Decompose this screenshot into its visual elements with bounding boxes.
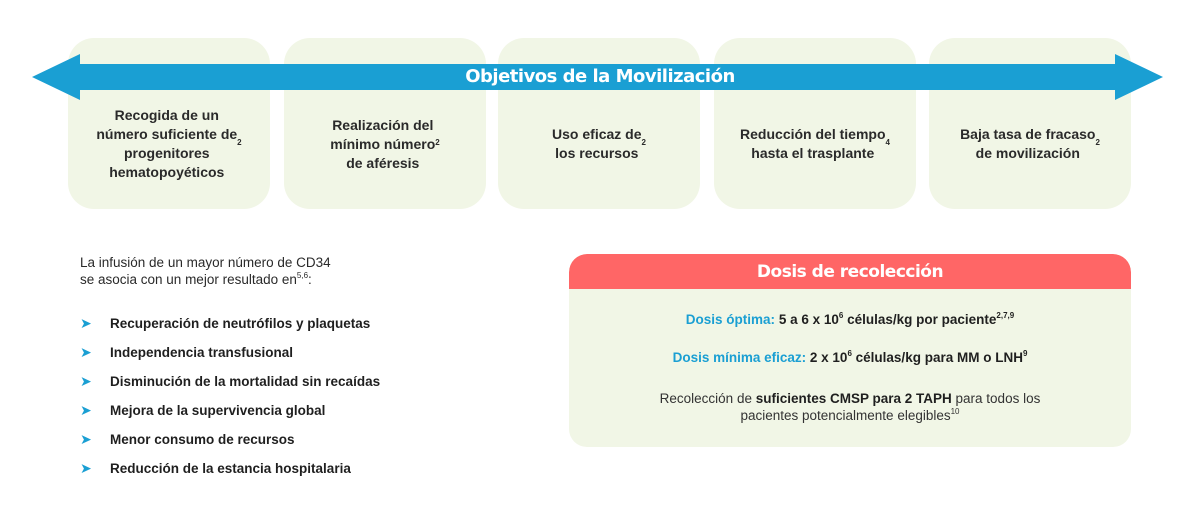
list-item: ➤ Independencia transfusional (80, 344, 294, 361)
collection-text: Recolección de suficientes CMSP para 2 TAPH para todos los pacientes potencialmente elegibles$^{10}$ (659, 391, 1041, 423)
optimal-dose-ref: 2,7,9 (996, 310, 1015, 320)
chevron-right-icon: ➤ (80, 431, 92, 448)
intro-line-2: se asocia con un mejor resultado en$^{5,6}$: (80, 270, 312, 287)
intro-ref: 5,6 (296, 270, 309, 280)
objective-card-2: Realización del mínimo número de aféresis $^2$ (284, 38, 486, 209)
list-item: ➤ Disminución de la mortalidad sin recaídas (80, 373, 381, 390)
objective-card-4: Reducción del tiempo hasta el trasplante $^4$ (714, 38, 916, 209)
minimum-dose-line (569, 350, 1131, 365)
dose-box-title: Dosis de recolección (569, 254, 1131, 289)
minimum-dose-label: Dosis mínima eficaz: (672, 350, 807, 365)
optimal-dose-line (569, 312, 1131, 327)
list-item: ➤ Reducción de la estancia hospitalaria (80, 460, 351, 477)
benefits-list (80, 309, 380, 483)
objective-text-3: Uso eficaz de los recursos (552, 126, 642, 161)
minimum-dose-value: 2 x $10^6$ células/kg para MM o LNH$^9$ (809, 348, 1028, 365)
objective-text-4: Reducción del tiempo hasta el trasplante (740, 126, 886, 161)
objective-text-1: Recogida de un número suficiente de progenitores hematopoyéticos (96, 107, 238, 180)
list-item: ➤ Menor consumo de recursos (80, 431, 295, 448)
chevron-right-icon: ➤ (80, 460, 92, 477)
objective-card-3: Uso eficaz de los recursos $^2$ (498, 38, 700, 209)
objective-card-5: Baja tasa de fracaso de movilización $^2$ (929, 38, 1131, 209)
chevron-right-icon: ➤ (80, 373, 92, 390)
chevron-right-icon: ➤ (80, 315, 92, 332)
chevron-right-icon: ➤ (80, 344, 92, 361)
list-item: ➤ Mejora de la supervivencia global (80, 402, 326, 419)
objective-text-5: Baja tasa de fracaso de movilización (960, 126, 1096, 161)
chevron-right-icon: ➤ (80, 402, 92, 419)
list-item: ➤ Recuperación de neutrófilos y plaquetas (80, 315, 371, 332)
collection-ref: 10 (950, 406, 960, 416)
arrow-title: Objetivos de la Movilización (465, 66, 735, 87)
objective-text-2: Realización del mínimo número de aféresis (330, 116, 436, 171)
intro-line-1: La infusión de un mayor número de CD34 (80, 255, 331, 270)
optimal-dose-label: Dosis óptima: (685, 312, 776, 327)
optimal-dose-value: 5 a 6 x $10^6$ células/kg por paciente$^{2,7,9}$ (778, 310, 1015, 327)
intro-text (80, 254, 400, 288)
dose-box (569, 254, 1131, 447)
objective-card-1: Recogida de un número suficiente de progenitores hematopoyéticos $^2$ (68, 38, 270, 209)
minimum-dose-ref: 9 (1022, 348, 1028, 358)
